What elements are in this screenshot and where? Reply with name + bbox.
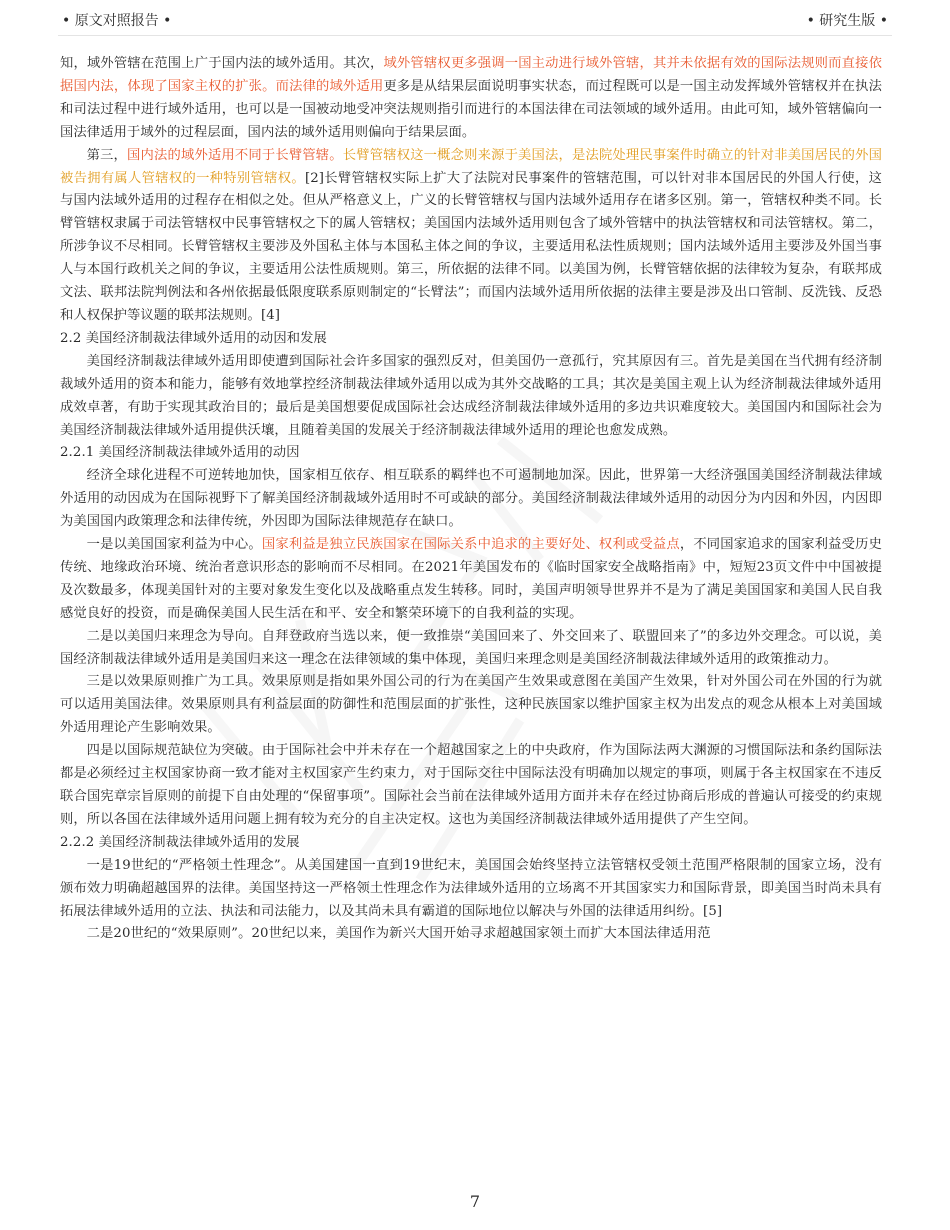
body-paragraph: [60, 351, 882, 443]
text-run: ，不同国家追求的国家利益受历史传统、地缘政治环境、统治者意识形态的影响而不尽相同。在2021年美国发布的《临时国家安全战略指南》中，短短23页文件中中国被提及次数最多，体现美国针对的主要对象发生变化以及战略重点发生转移。同时，美国声明领导世界并不是为了满足美国国家和美国人民自我感觉良好的投资，而是确保美国人民生活在和平、安全和繁荣环境下的自我利益的实现。: [60, 537, 882, 621]
highlighted-text: 域外管辖权更多强调一国主动进行域外管辖，其并未依据有效的国际法规则而直接依据国内法，体现了国家主权的扩张。而法律的域外适用: [60, 56, 882, 94]
text-run: 二是以美国归来理念为导向。自拜登政府当选以来，便一致推崇“美国回来了、外交回来了、联盟回来了”的多边外交理念。可以说，美国经济制裁法律域外适用是美国归来这一理念在法律领域的集中体现，美国归来理念则是美国经济制裁法律域外适用的政策推动力。: [60, 628, 882, 667]
text-run: 经济全球化进程不可逆转地加快，国家相互依存、相互联系的羁绊也不可遏制地加深。因此，世界第一大经济强国美国经济制裁法律域外适用的动因成为在国际视野下了解美国经济制裁域外适用时不可或缺的部分。美国经济制裁法律域外适用的动因分为内因和外因，内因即为美国国内政策理念和法律传统，外因即为国际法律规范存在缺口。: [60, 468, 882, 530]
body-paragraph: [60, 855, 882, 924]
body-paragraph: [60, 923, 882, 946]
text-run: 2.2.2 美国经济制裁法律域外适用的发展: [60, 834, 300, 850]
text-run: 一是以美国国家利益为中心。: [86, 537, 262, 553]
text-run: 第三，: [86, 147, 128, 163]
body-paragraph: [60, 145, 882, 328]
text-run: 四是以国际规范缺位为突破。由于国际社会中并未存在一个超越国家之上的中央政府，作为国际法两大渊源的习惯国际法和条约国际法都是必须经过主权国家协商一致才能对主权国家产生约束力，对于国际交往中国际法没有明确加以规定的事项，则属于各主权国家在不违反联合国宪章宗旨原则的前提下自由处理的“保留事项”。国际社会当前在法律域外适用方面并未存在经过协商后形成的普遍认可接受的约束规则，所以各国在法律域外适用问题上拥有较为充分的自主决定权。这也为美国经济制裁法律域外适用提供了产生空间。: [60, 743, 882, 827]
body-paragraph: [60, 626, 882, 672]
text-run: [2]长臂管辖权实际上扩大了法院对民事案件的管辖范围，可以针对非本国居民的外国人行使，这与国内法域外适用的过程存在相似之处。但从严格意义上，广义的长臂管辖权与国内法域外适用存在诸多区别。第一，管辖权种类不同。长臂管辖权隶属于司法管辖权中民事管辖权之下的属人管辖权；美国国内法域外适用则包含了域外管辖中的执法管辖权和司法管辖权。第二，所涉争议不尽相同。长臂管辖权主要涉及外国私主体与本国私主体之间的争议，主要适用私法性质规则；国内法域外适用主要涉及外国当事人与本国行政机关之间的争议，主要适用公法性质规则。第三，所依据的法律不同。以美国为例，长臂管辖依据的法律较为复杂，有联邦成文法、联邦法院判例法和各州依据最低限度联系原则制定的“长臂法”；而国内法域外适用所依据的法律主要是涉及出口管制、反洗钱、反恐和人权保护等议题的联邦法规则。[4]: [60, 170, 882, 323]
highlighted-text: 国内法的域外适用不同于长臂管辖。: [127, 147, 343, 163]
report-body: [60, 53, 882, 946]
text-run: 2.2.1 美国经济制裁法律域外适用的动因: [60, 445, 300, 461]
page-header: [62, 10, 888, 34]
section-heading: [60, 442, 882, 465]
highlighted-text: 长臂管辖权这一概念则来源于美国法，是法院处理民事案件时确立的针对非美国居民的外国被告拥有属人管辖权的一种特别管辖权。: [60, 147, 882, 186]
body-paragraph: [60, 53, 882, 145]
section-heading: [60, 832, 882, 855]
body-paragraph: [60, 465, 882, 534]
page-number: 7: [469, 1192, 481, 1211]
section-heading: [60, 328, 882, 351]
text-run: 一是19世纪的“严格领土性理念”。从美国建国一直到19世纪末，美国国会始终坚持立法管辖权受领土范围严格限制的国家立场，没有颁布效力明确超越国界的法律。美国坚持这一严格领土性理念作为法律域外适用的立场离不开其国家实力和国际背景，即美国当时尚未具有拓展法律域外适用的立法、执法和司法能力，以及其尚未具有霸道的国际地位以解决与外国的法律适用纠纷。[5]: [60, 857, 882, 919]
highlighted-text: 国家利益是独立民族国家在国际关系中追求的主要好处、权利或受益点: [261, 537, 680, 553]
text-run: 三是以效果原则推广为工具。效果原则是指如果外国公司的行为在美国产生效果或意图在美国产生效果，针对外国公司在外国的行为就可以适用美国法律。效果原则具有利益层面的防御性和范围层面的扩张性，这种民族国家以维护国家主权为出发点的观念从根本上对美国域外适用理论产生影响效果。: [60, 674, 882, 736]
text-run: 更多是从结果层面说明事实状态，而过程既可以是一国主动发挥域外管辖权并在执法和司法过程中进行域外适用，也可以是一国被动地受冲突法规则指引而进行的本国法律在司法领域的域外适用。由此可知，域外管辖偏向一国法律适用于域外的过程层面，国内法的域外适用则偏向于结果层面。: [60, 78, 882, 140]
body-paragraph: [60, 671, 882, 740]
header-divider: [58, 35, 892, 36]
text-run: 知，域外管辖在范围上广于国内法的域外适用。其次，: [60, 56, 384, 71]
text-run: 美国经济制裁法律域外适用即使遭到国际社会许多国家的强烈反对，但美国仍一意孤行，究其原因有三。首先是美国在当代拥有经济制裁域外适用的资本和能力，能够有效地掌控经济制裁法律域外适用以成为其外交战略的工具；其次是美国主观上认为经济制裁法律域外适用成效卓著，有助于实现其政治目的；最后是美国想要促成国际社会达成经济制裁法律域外适用的多边共识难度较大。美国国内和国际社会为美国经济制裁法律域外适用提供沃壤，且随着美国的发展关于经济制裁法律域外适用的理论也愈发成熟。: [60, 353, 882, 438]
edition-label: • 研究生版 •: [806, 13, 888, 29]
report-title: • 原文对照报告 •: [62, 13, 172, 29]
body-paragraph: [60, 534, 882, 626]
text-run: 二是20世纪的“效果原则”。20世纪以来，美国作为新兴大国开始寻求超越国家领土而扩大本国法律适用范: [86, 926, 711, 942]
body-paragraph: [60, 740, 882, 832]
text-run: 2.2 美国经济制裁法律域外适用的动因和发展: [60, 330, 327, 346]
